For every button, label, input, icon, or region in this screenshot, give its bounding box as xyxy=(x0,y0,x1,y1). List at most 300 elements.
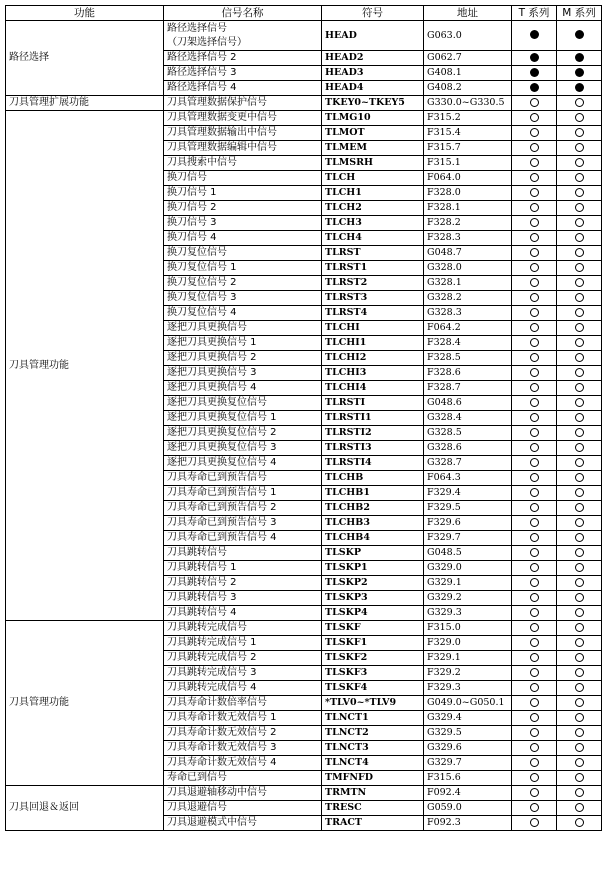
signal-address: G408.2 xyxy=(424,81,512,96)
open-circle-icon xyxy=(575,548,584,557)
signal-address: G329.0 xyxy=(424,561,512,576)
m-series-mark xyxy=(557,291,602,306)
t-series-mark xyxy=(512,426,557,441)
open-circle-icon xyxy=(575,818,584,827)
m-series-mark xyxy=(557,531,602,546)
table-row xyxy=(6,621,602,636)
signal-symbol: TLCHB2 xyxy=(322,501,424,516)
open-circle-icon xyxy=(575,128,584,137)
open-circle-icon xyxy=(575,158,584,167)
signal-address: G048.7 xyxy=(424,246,512,261)
open-circle-icon xyxy=(575,773,584,782)
open-circle-icon xyxy=(530,608,539,617)
m-series-mark xyxy=(557,21,602,51)
signal-address: G328.1 xyxy=(424,276,512,291)
table-body xyxy=(6,21,602,831)
open-circle-icon xyxy=(575,368,584,377)
m-series-mark xyxy=(557,426,602,441)
open-circle-icon xyxy=(575,698,584,707)
open-circle-icon xyxy=(530,263,539,272)
open-circle-icon xyxy=(575,668,584,677)
signal-address: F315.1 xyxy=(424,156,512,171)
open-circle-icon xyxy=(575,98,584,107)
signal-address: F328.6 xyxy=(424,366,512,381)
open-circle-icon xyxy=(530,338,539,347)
t-series-mark xyxy=(512,621,557,636)
t-series-mark xyxy=(512,531,557,546)
header-signal-name: 信号名称 xyxy=(164,6,322,21)
signal-symbol: TLRST2 xyxy=(322,276,424,291)
m-series-mark xyxy=(557,141,602,156)
signal-name-cell: 刀具退避信号 xyxy=(164,801,322,816)
signal-symbol: TLCHI xyxy=(322,321,424,336)
m-series-mark xyxy=(557,231,602,246)
t-series-mark xyxy=(512,741,557,756)
signal-symbol: TLRSTI4 xyxy=(322,456,424,471)
signal-name-cell: 逐把刀具更换复位信号 xyxy=(164,396,322,411)
signal-name-cell: 刀具管理数据编辑中信号 xyxy=(164,141,322,156)
m-series-mark xyxy=(557,681,602,696)
open-circle-icon xyxy=(530,428,539,437)
signal-symbol: TLCHI2 xyxy=(322,351,424,366)
signal-symbol: TLNCT3 xyxy=(322,741,424,756)
signal-address: F329.0 xyxy=(424,636,512,651)
open-circle-icon xyxy=(575,233,584,242)
signal-address: G329.1 xyxy=(424,576,512,591)
signal-address: F329.4 xyxy=(424,486,512,501)
open-circle-icon xyxy=(530,233,539,242)
table-row xyxy=(6,786,602,801)
signal-name-cell: 逐把刀具更换复位信号 2 xyxy=(164,426,322,441)
signal-address: F329.1 xyxy=(424,651,512,666)
t-series-mark xyxy=(512,381,557,396)
filled-circle-icon xyxy=(530,83,539,92)
signal-name-cell: 刀具搜索中信号 xyxy=(164,156,322,171)
m-series-mark xyxy=(557,51,602,66)
signal-name-cell: 路径选择信号 2 xyxy=(164,51,322,66)
t-series-mark xyxy=(512,666,557,681)
signal-symbol: TRACT xyxy=(322,816,424,831)
open-circle-icon xyxy=(530,293,539,302)
m-series-mark xyxy=(557,261,602,276)
open-circle-icon xyxy=(575,458,584,467)
signal-name-alt: （刀架选择信号） xyxy=(167,36,247,48)
filled-circle-icon xyxy=(530,68,539,77)
signal-address: G329.5 xyxy=(424,726,512,741)
open-circle-icon xyxy=(530,128,539,137)
signal-address: F328.1 xyxy=(424,201,512,216)
open-circle-icon xyxy=(530,308,539,317)
m-series-mark xyxy=(557,741,602,756)
t-series-mark xyxy=(512,306,557,321)
signal-address: F328.7 xyxy=(424,381,512,396)
t-series-mark xyxy=(512,486,557,501)
header-address: 地址 xyxy=(424,6,512,21)
signal-symbol: TLCH xyxy=(322,171,424,186)
filled-circle-icon xyxy=(575,83,584,92)
open-circle-icon xyxy=(530,443,539,452)
m-series-mark xyxy=(557,171,602,186)
signal-symbol: HEAD xyxy=(322,21,424,51)
open-circle-icon xyxy=(575,683,584,692)
t-series-mark xyxy=(512,276,557,291)
signal-symbol: TLRSTI xyxy=(322,396,424,411)
open-circle-icon xyxy=(575,173,584,182)
signal-name-cell: 换刀信号 1 xyxy=(164,186,322,201)
open-circle-icon xyxy=(530,458,539,467)
open-circle-icon xyxy=(530,323,539,332)
filled-circle-icon xyxy=(575,53,584,62)
signal-address: F315.6 xyxy=(424,771,512,786)
signal-address: G328.2 xyxy=(424,291,512,306)
open-circle-icon xyxy=(575,293,584,302)
signal-name-cell: 换刀复位信号 xyxy=(164,246,322,261)
signal-symbol: HEAD4 xyxy=(322,81,424,96)
t-series-mark xyxy=(512,201,557,216)
open-circle-icon xyxy=(530,653,539,662)
signal-name-cell: 刀具寿命已到预告信号 4 xyxy=(164,531,322,546)
m-series-mark xyxy=(557,591,602,606)
open-circle-icon xyxy=(575,263,584,272)
function-group-label: 刀具管理扩展功能 xyxy=(6,96,164,111)
signal-address: G408.1 xyxy=(424,66,512,81)
signal-symbol: TLRST1 xyxy=(322,261,424,276)
t-series-mark xyxy=(512,66,557,81)
open-circle-icon xyxy=(575,653,584,662)
open-circle-icon xyxy=(530,188,539,197)
signal-symbol: TLNCT2 xyxy=(322,726,424,741)
m-series-mark xyxy=(557,576,602,591)
header-m-series: M 系列 xyxy=(557,6,602,21)
m-series-mark xyxy=(557,546,602,561)
t-series-mark xyxy=(512,336,557,351)
m-series-mark xyxy=(557,786,602,801)
signal-name-cell: 刀具退避轴移动中信号 xyxy=(164,786,322,801)
open-circle-icon xyxy=(530,698,539,707)
t-series-mark xyxy=(512,816,557,831)
m-series-mark xyxy=(557,456,602,471)
signal-address: F329.2 xyxy=(424,666,512,681)
t-series-mark xyxy=(512,606,557,621)
signal-symbol: TLRST4 xyxy=(322,306,424,321)
m-series-mark xyxy=(557,696,602,711)
open-circle-icon xyxy=(575,443,584,452)
signal-name-cell: 换刀信号 3 xyxy=(164,216,322,231)
header-t-series: T 系列 xyxy=(512,6,557,21)
signal-table xyxy=(5,5,602,831)
signal-name-cell: 逐把刀具更换复位信号 1 xyxy=(164,411,322,426)
signal-symbol: TLCH3 xyxy=(322,216,424,231)
signal-address: G329.6 xyxy=(424,741,512,756)
m-series-mark xyxy=(557,156,602,171)
signal-address: F329.6 xyxy=(424,516,512,531)
open-circle-icon xyxy=(530,758,539,767)
signal-address: F064.2 xyxy=(424,321,512,336)
t-series-mark xyxy=(512,411,557,426)
m-series-mark xyxy=(557,441,602,456)
t-series-mark xyxy=(512,651,557,666)
open-circle-icon xyxy=(575,218,584,227)
open-circle-icon xyxy=(530,638,539,647)
signal-name-cell: 逐把刀具更换信号 3 xyxy=(164,366,322,381)
signal-name: 路径选择信号 xyxy=(167,22,227,34)
m-series-mark xyxy=(557,561,602,576)
signal-address: F092.3 xyxy=(424,816,512,831)
open-circle-icon xyxy=(575,593,584,602)
signal-address: G048.5 xyxy=(424,546,512,561)
t-series-mark xyxy=(512,456,557,471)
signal-symbol: TLSKF3 xyxy=(322,666,424,681)
m-series-mark xyxy=(557,516,602,531)
signal-name-cell: 刀具寿命计数无效信号 3 xyxy=(164,741,322,756)
open-circle-icon xyxy=(530,668,539,677)
t-series-mark xyxy=(512,561,557,576)
t-series-mark xyxy=(512,231,557,246)
signal-address: G328.3 xyxy=(424,306,512,321)
signal-symbol: TLCH4 xyxy=(322,231,424,246)
t-series-mark xyxy=(512,216,557,231)
signal-name-cell: 换刀复位信号 4 xyxy=(164,306,322,321)
open-circle-icon xyxy=(530,368,539,377)
t-series-mark xyxy=(512,396,557,411)
open-circle-icon xyxy=(530,503,539,512)
open-circle-icon xyxy=(575,803,584,812)
signal-symbol: TLSKF4 xyxy=(322,681,424,696)
m-series-mark xyxy=(557,96,602,111)
signal-name-cell: 刀具寿命已到预告信号 1 xyxy=(164,486,322,501)
open-circle-icon xyxy=(575,278,584,287)
open-circle-icon xyxy=(575,608,584,617)
signal-name-cell: 刀具管理数据变更中信号 xyxy=(164,111,322,126)
signal-symbol: TLCHB3 xyxy=(322,516,424,531)
signal-name-cell: 逐把刀具更换信号 1 xyxy=(164,336,322,351)
m-series-mark xyxy=(557,411,602,426)
signal-symbol: TLCHB4 xyxy=(322,531,424,546)
header-symbol: 符号 xyxy=(322,6,424,21)
open-circle-icon xyxy=(530,173,539,182)
signal-symbol: TLSKP2 xyxy=(322,576,424,591)
signal-symbol: TLRSTI3 xyxy=(322,441,424,456)
signal-address: F328.0 xyxy=(424,186,512,201)
t-series-mark xyxy=(512,546,557,561)
signal-symbol: TLMG10 xyxy=(322,111,424,126)
signal-address: G329.7 xyxy=(424,756,512,771)
signal-name-cell: 逐把刀具更换信号 4 xyxy=(164,381,322,396)
open-circle-icon xyxy=(575,758,584,767)
open-circle-icon xyxy=(530,353,539,362)
t-series-mark xyxy=(512,171,557,186)
open-circle-icon xyxy=(530,143,539,152)
m-series-mark xyxy=(557,501,602,516)
signal-name-cell: 换刀信号 4 xyxy=(164,231,322,246)
t-series-mark xyxy=(512,291,557,306)
open-circle-icon xyxy=(575,413,584,422)
signal-name-cell: 换刀信号 2 xyxy=(164,201,322,216)
signal-symbol: TLSKP4 xyxy=(322,606,424,621)
signal-symbol: TLMOT xyxy=(322,126,424,141)
signal-address: F315.7 xyxy=(424,141,512,156)
t-series-mark xyxy=(512,156,557,171)
signal-name-cell: 刀具跳转完成信号 3 xyxy=(164,666,322,681)
signal-symbol: TLCHI4 xyxy=(322,381,424,396)
m-series-mark xyxy=(557,756,602,771)
signal-address: G059.0 xyxy=(424,801,512,816)
t-series-mark xyxy=(512,126,557,141)
signal-symbol: TLSKF1 xyxy=(322,636,424,651)
signal-address: F064.0 xyxy=(424,171,512,186)
signal-address: F315.2 xyxy=(424,111,512,126)
signal-symbol: TLSKP3 xyxy=(322,591,424,606)
open-circle-icon xyxy=(575,578,584,587)
signal-symbol: *TLV0~*TLV9 xyxy=(322,696,424,711)
header-function: 功能 xyxy=(6,6,164,21)
open-circle-icon xyxy=(530,488,539,497)
t-series-mark xyxy=(512,681,557,696)
signal-address: G328.0 xyxy=(424,261,512,276)
signal-name-cell xyxy=(164,21,322,51)
signal-symbol: TRESC xyxy=(322,801,424,816)
open-circle-icon xyxy=(575,728,584,737)
signal-symbol: TLNCT4 xyxy=(322,756,424,771)
open-circle-icon xyxy=(575,383,584,392)
signal-address: G048.6 xyxy=(424,396,512,411)
t-series-mark xyxy=(512,591,557,606)
signal-name-cell: 逐把刀具更换复位信号 4 xyxy=(164,456,322,471)
signal-name-cell: 换刀复位信号 1 xyxy=(164,261,322,276)
t-series-mark xyxy=(512,801,557,816)
t-series-mark xyxy=(512,351,557,366)
open-circle-icon xyxy=(530,98,539,107)
open-circle-icon xyxy=(530,383,539,392)
m-series-mark xyxy=(557,81,602,96)
signal-address: F315.0 xyxy=(424,621,512,636)
m-series-mark xyxy=(557,816,602,831)
signal-symbol: TMFNFD xyxy=(322,771,424,786)
signal-symbol: TLRST3 xyxy=(322,291,424,306)
signal-name-cell: 换刀信号 xyxy=(164,171,322,186)
signal-address: F328.3 xyxy=(424,231,512,246)
signal-symbol: TKEY0~TKEY5 xyxy=(322,96,424,111)
signal-address: F064.3 xyxy=(424,471,512,486)
t-series-mark xyxy=(512,501,557,516)
signal-name-cell: 刀具跳转完成信号 1 xyxy=(164,636,322,651)
t-series-mark xyxy=(512,696,557,711)
t-series-mark xyxy=(512,441,557,456)
m-series-mark xyxy=(557,306,602,321)
signal-symbol: TLCH1 xyxy=(322,186,424,201)
m-series-mark xyxy=(557,801,602,816)
t-series-mark xyxy=(512,636,557,651)
filled-circle-icon xyxy=(530,30,539,39)
signal-address: F315.4 xyxy=(424,126,512,141)
open-circle-icon xyxy=(530,683,539,692)
m-series-mark xyxy=(557,666,602,681)
open-circle-icon xyxy=(530,728,539,737)
signal-name-cell: 逐把刀具更换复位信号 3 xyxy=(164,441,322,456)
signal-name-cell: 刀具跳转信号 1 xyxy=(164,561,322,576)
t-series-mark xyxy=(512,141,557,156)
t-series-mark xyxy=(512,576,557,591)
open-circle-icon xyxy=(575,113,584,122)
open-circle-icon xyxy=(530,518,539,527)
signal-address: G329.4 xyxy=(424,711,512,726)
t-series-mark xyxy=(512,246,557,261)
signal-address: G329.2 xyxy=(424,591,512,606)
m-series-mark xyxy=(557,606,602,621)
open-circle-icon xyxy=(575,638,584,647)
open-circle-icon xyxy=(575,533,584,542)
open-circle-icon xyxy=(575,488,584,497)
signal-address: F329.7 xyxy=(424,531,512,546)
open-circle-icon xyxy=(530,548,539,557)
signal-symbol: TLSKF xyxy=(322,621,424,636)
signal-name-cell: 刀具寿命计数无效信号 4 xyxy=(164,756,322,771)
open-circle-icon xyxy=(575,338,584,347)
signal-name-cell: 逐把刀具更换信号 2 xyxy=(164,351,322,366)
open-circle-icon xyxy=(530,743,539,752)
t-series-mark xyxy=(512,81,557,96)
open-circle-icon xyxy=(575,503,584,512)
m-series-mark xyxy=(557,276,602,291)
open-circle-icon xyxy=(530,203,539,212)
signal-address: G328.6 xyxy=(424,441,512,456)
m-series-mark xyxy=(557,186,602,201)
open-circle-icon xyxy=(530,413,539,422)
m-series-mark xyxy=(557,471,602,486)
signal-name-cell: 刀具寿命计数无效信号 2 xyxy=(164,726,322,741)
t-series-mark xyxy=(512,726,557,741)
open-circle-icon xyxy=(530,398,539,407)
m-series-mark xyxy=(557,201,602,216)
m-series-mark xyxy=(557,771,602,786)
t-series-mark xyxy=(512,96,557,111)
signal-symbol: TRMTN xyxy=(322,786,424,801)
open-circle-icon xyxy=(575,563,584,572)
open-circle-icon xyxy=(575,398,584,407)
open-circle-icon xyxy=(575,743,584,752)
open-circle-icon xyxy=(530,773,539,782)
signal-address: F329.5 xyxy=(424,501,512,516)
signal-symbol: TLCHB1 xyxy=(322,486,424,501)
signal-name-cell: 刀具跳转完成信号 2 xyxy=(164,651,322,666)
open-circle-icon xyxy=(530,533,539,542)
signal-symbol: TLCHB xyxy=(322,471,424,486)
m-series-mark xyxy=(557,711,602,726)
open-circle-icon xyxy=(575,518,584,527)
signal-name-cell: 寿命已到信号 xyxy=(164,771,322,786)
open-circle-icon xyxy=(530,218,539,227)
signal-name-cell: 刀具寿命已到预告信号 3 xyxy=(164,516,322,531)
m-series-mark xyxy=(557,621,602,636)
open-circle-icon xyxy=(575,428,584,437)
open-circle-icon xyxy=(575,353,584,362)
signal-symbol: HEAD2 xyxy=(322,51,424,66)
open-circle-icon xyxy=(530,593,539,602)
open-circle-icon xyxy=(575,323,584,332)
signal-name-cell: 刀具跳转信号 3 xyxy=(164,591,322,606)
table-row xyxy=(6,111,602,126)
filled-circle-icon xyxy=(575,68,584,77)
m-series-mark xyxy=(557,111,602,126)
open-circle-icon xyxy=(530,803,539,812)
signal-name-cell: 换刀复位信号 2 xyxy=(164,276,322,291)
table-row xyxy=(6,96,602,111)
open-circle-icon xyxy=(575,308,584,317)
open-circle-icon xyxy=(575,713,584,722)
signal-address: G049.0~G050.1 xyxy=(424,696,512,711)
signal-name-cell: 逐把刀具更换信号 xyxy=(164,321,322,336)
signal-name-cell: 刀具跳转完成信号 4 xyxy=(164,681,322,696)
